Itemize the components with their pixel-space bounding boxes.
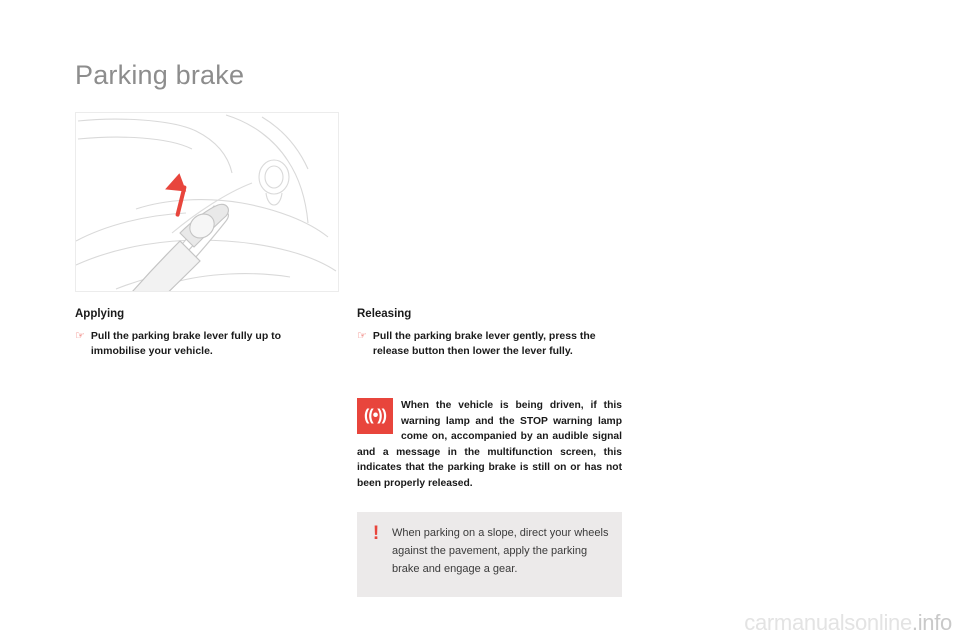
watermark-suffix: .info: [911, 610, 952, 635]
watermark: [744, 610, 952, 636]
section-applying: [75, 308, 337, 359]
pointing-hand-icon: ☞: [357, 330, 367, 342]
bullet-applying: [75, 329, 337, 359]
exclamation-warning-icon-glyph: !: [372, 523, 380, 544]
section-heading-releasing: Releasing: [357, 308, 412, 320]
parking-brake-lever-diagram: [75, 112, 339, 292]
airbag-warning-icon: [357, 398, 393, 434]
airbag-warning-icon-glyph: ((•)): [364, 407, 386, 424]
note-box: [357, 512, 622, 597]
watermark-text: carmanualsonline: [744, 610, 912, 635]
warning-text: When the vehicle is being driven, if this warning lamp and the STOP warning lamp come on, accompanied by an audible signal and a message in the multifunction screen, this indicates that the parking brake is still on or has not been properly released.: [357, 400, 622, 489]
exclamation-warning-icon: [369, 524, 383, 544]
pointing-hand-icon: ☞: [75, 330, 85, 342]
section-heading-applying: Applying: [75, 308, 125, 320]
page-title: Parking brake: [75, 60, 245, 90]
section-releasing: [357, 308, 622, 359]
bullet-releasing: [357, 329, 622, 359]
note-text: When parking on a slope, direct your wheels against the pavement, apply the parking brake and engage a gear.: [392, 527, 609, 575]
bullet-applying-text: Pull the parking brake lever fully up to immobilise your vehicle.: [90, 330, 282, 357]
warning-block: [357, 398, 622, 491]
bullet-releasing-text: Pull the parking brake lever gently, press the release button then lower the lever fully.: [372, 330, 596, 357]
